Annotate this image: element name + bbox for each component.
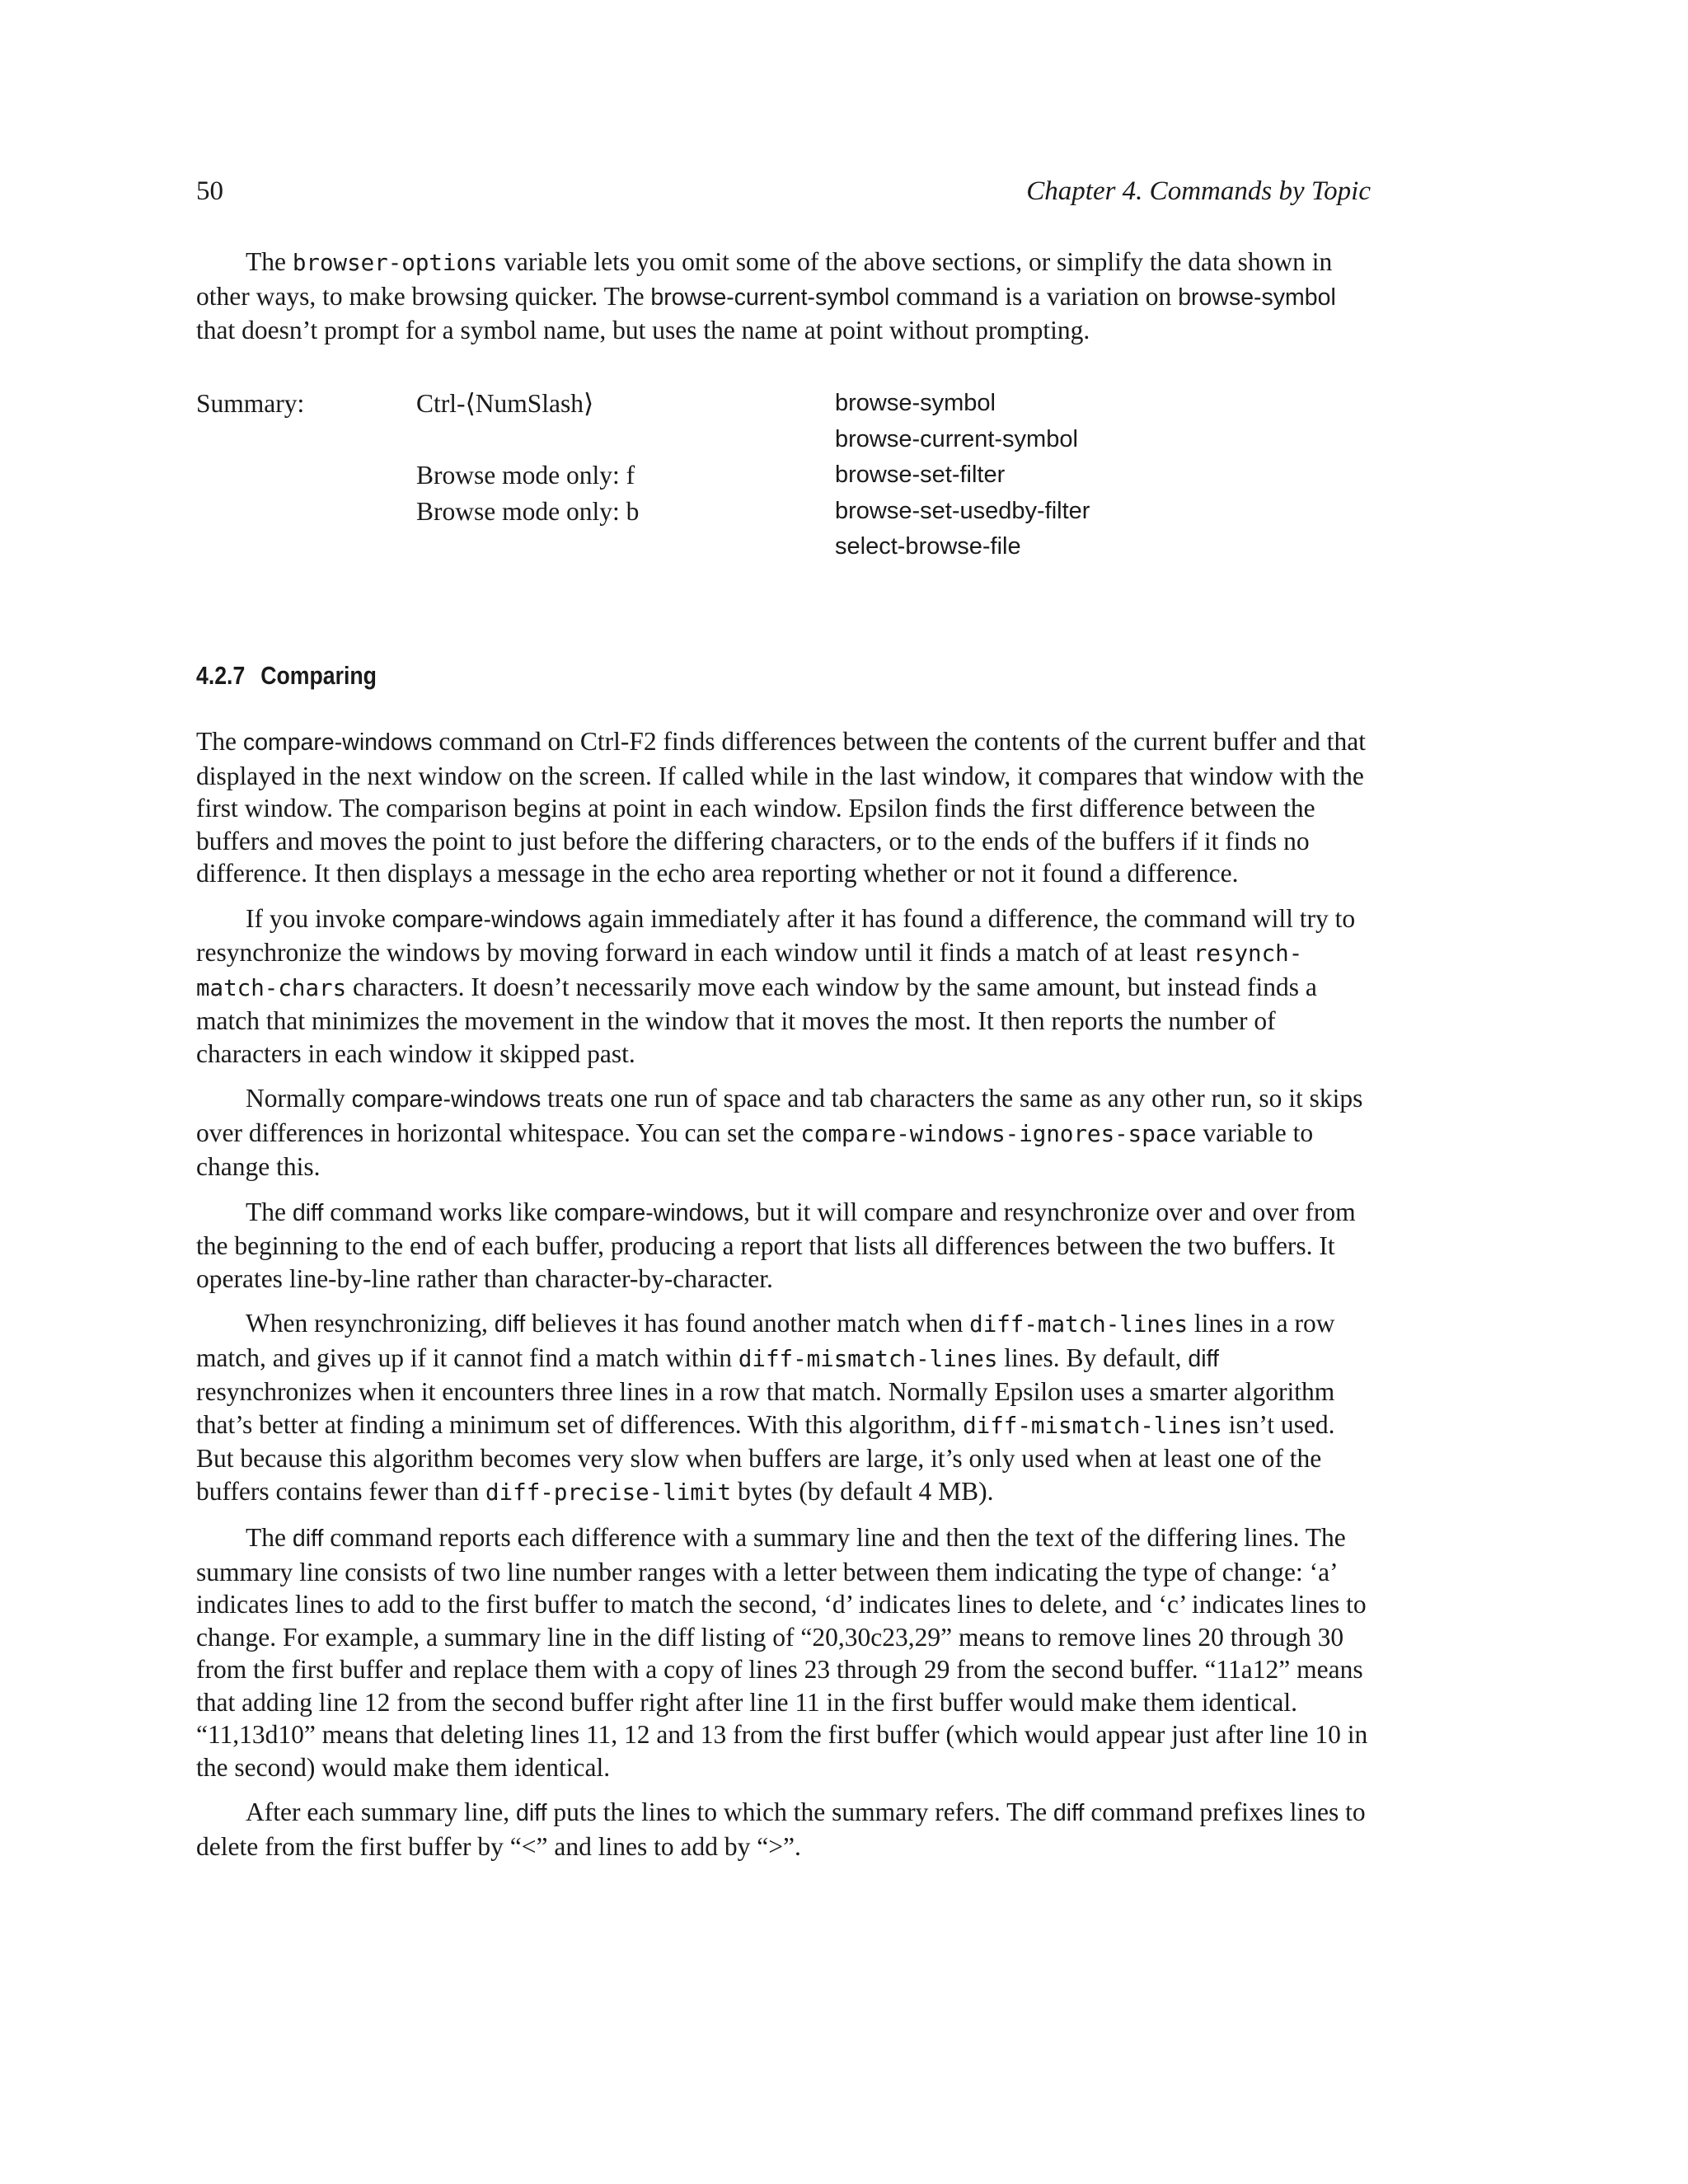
command-name: diff	[292, 1199, 324, 1226]
command-name: diff	[494, 1311, 526, 1338]
paragraph: The diff command works like compare-windows, but it will compare and resynchronize over and over from the beginning to the end of each buffer, producing a report that lists all differences between the two buffers. It operates line-by-line rather than character-by-character.	[196, 1197, 1356, 1293]
command-name: diff	[292, 1526, 324, 1552]
summary-table	[196, 386, 1371, 565]
variable-name: compare-windows-ignores-space	[800, 1120, 1197, 1147]
command-name: compare-windows	[392, 906, 582, 933]
command-name: browse-symbol	[1178, 284, 1336, 311]
summary-command: select-browse-file	[835, 533, 1021, 560]
paragraph: When resynchronizing, diff believes it has found another match when diff-match-lines lines in a row match, and gives up if it cannot find a match within diff-mismatch-lines lines. By default, diff resynchronizes when it encounters three lines in a row that match. Normally Epsilon uses a smarter algorithm that’s better at finding a minimum set of differences. With this algorithm, diff-mismatch-lines isn’t used. But because this algorithm becomes very slow when buffers are large, it’s only used when at least one of the buffers contains fewer than diff-precise-limit bytes (by default 4 MB).	[196, 1309, 1335, 1506]
summary-label: Summary:	[196, 389, 305, 418]
command-name: diff	[516, 1800, 547, 1826]
summary-row	[196, 386, 1371, 422]
section-body	[196, 725, 1371, 1875]
summary-command: browse-set-usedby-filter	[835, 497, 1090, 524]
intro-paragraph: The browser-options variable lets you omit some of the above sections, or simplify the data shown in other ways, to make browsing quicker. The browse-current-symbol command is a variation on browse-symbol that doesn’t prompt for a symbol name, but uses the name at point without prompting.	[196, 247, 1336, 344]
command-name: diff	[1053, 1800, 1085, 1826]
variable-name: browser-options	[292, 250, 498, 276]
summary-key: Browse mode only: f	[416, 461, 635, 490]
command-name: compare-windows	[554, 1199, 743, 1226]
paragraph: The compare-windows command on Ctrl-F2 finds differences between the contents of the current buffer and that displayed in the next window on the screen. If called while in the last window, it compares that window with the first window. The comparison begins at point in each window. Epsilon finds the first difference between the buffers and moves the point to just before the differing characters, or to the ends of the buffers if it finds no difference. It then displays a message in the echo area reporting whether or not it found a difference.	[196, 727, 1367, 888]
command-name: browse-current-symbol	[650, 284, 890, 311]
variable-name: diff-precise-limit	[485, 1479, 732, 1506]
summary-row	[196, 457, 1371, 494]
intro-text	[196, 246, 1371, 347]
variable-name: diff-mismatch-lines	[738, 1345, 998, 1372]
command-name: diff	[1188, 1345, 1219, 1372]
variable-name: resynch-match-chars	[196, 940, 1303, 1001]
summary-row	[196, 494, 1371, 530]
paragraph: After each summary line, diff puts the lines to which the summary refers. The diff command prefixes lines to delete from the first buffer by “<” and lines to add by “>”.	[196, 1797, 1366, 1861]
summary-row	[196, 529, 1371, 565]
section-heading	[196, 659, 377, 692]
command-name: compare-windows	[351, 1086, 542, 1113]
command-name: compare-windows	[242, 729, 433, 756]
page-number: 50	[196, 176, 223, 206]
chapter-title: Chapter 4. Commands by Topic	[1026, 176, 1371, 206]
section-title: Comparing	[260, 661, 377, 690]
paragraph: The diff command reports each difference with a summary line and then the text of the differing lines. The summary line consists of two line number ranges with a letter between them indicating the type of change: ‘a’ indicates lines to add to the first buffer to match the second, ‘d’ indicates lines to delete, and ‘c’ indicates lines to change. For example, a summary line in the diff listing of “20,30c23,29” means to remove lines 20 through 30 from the first buffer and replace them with a copy of lines 23 through 29 from the second buffer. “11a12” means that adding line 12 from the second buffer right after line 11 in the first buffer would make them identical. “11,13d10” means that deleting lines 11, 12 and 13 from the first buffer (which would appear just after line 10 in the second) would make them identical.	[196, 1523, 1368, 1782]
paragraph: If you invoke compare-windows again immediately after it has found a difference, the command will try to resynchronize the windows by moving forward in each window until it finds a match of at least resynch-match-chars characters. It doesn’t necessarily move each window by the same amount, but instead finds a match that minimizes the movement in the window that it moves the most. It then reports the number of characters in each window it skipped past.	[196, 903, 1356, 1068]
summary-key: Ctrl-⟨NumSlash⟩	[416, 389, 594, 418]
summary-key: Browse mode only: b	[416, 496, 640, 526]
summary-command: browse-set-filter	[835, 462, 1006, 488]
paragraph: Normally compare-windows treats one run of space and tab characters the same as any other run, so it skips over differences in horizontal whitespace. You can set the compare-windows-ignores-space variable to change this.	[196, 1084, 1363, 1181]
section-number: 4.2.7	[196, 661, 246, 690]
variable-name: diff-mismatch-lines	[963, 1412, 1222, 1439]
summary-command: browse-symbol	[835, 390, 996, 416]
summary-command: browse-current-symbol	[835, 425, 1078, 452]
summary-row	[196, 422, 1371, 458]
page-header	[196, 173, 1371, 209]
variable-name: diff-match-lines	[969, 1311, 1189, 1338]
